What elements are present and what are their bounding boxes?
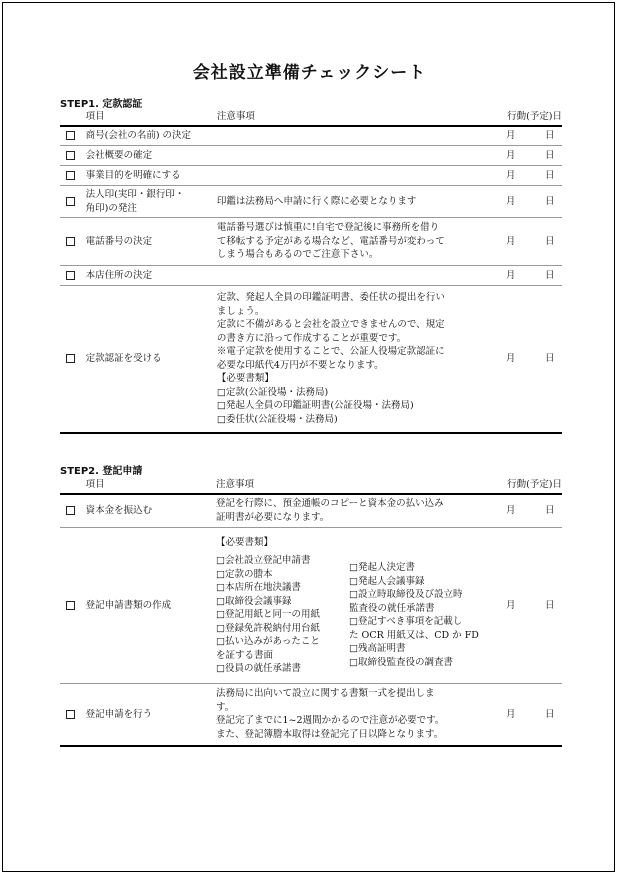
day-field[interactable]: 日 bbox=[537, 186, 562, 218]
day-field[interactable]: 日 bbox=[537, 126, 562, 146]
check-cell bbox=[60, 528, 82, 684]
check-cell bbox=[60, 218, 82, 266]
note-text: □発起人全員の印鑑証明書(公証役場・法務局) bbox=[216, 400, 414, 412]
item-label: 法人印(実印・銀行印・ bbox=[85, 189, 185, 200]
month-field[interactable]: 月 bbox=[484, 166, 538, 186]
required-docs-right bbox=[349, 549, 484, 676]
checkbox[interactable] bbox=[66, 131, 75, 140]
required-doc-item: □発起人決定書 bbox=[349, 562, 415, 573]
header-item: 項目 bbox=[85, 479, 105, 490]
required-doc-item: □残高証明書 bbox=[349, 643, 406, 654]
item-label: 本店住所の決定 bbox=[85, 269, 153, 281]
item-label: 事業目的を明確にする bbox=[85, 169, 181, 181]
note-text: 証明書が必要になります。 bbox=[216, 511, 330, 523]
table-row bbox=[60, 286, 562, 433]
item-cell bbox=[82, 286, 217, 433]
required-doc-item: □設立時取締役及び設立時 bbox=[349, 589, 463, 600]
note-cell bbox=[217, 286, 484, 433]
page-title: 会社設立準備チェックシート bbox=[192, 63, 427, 83]
required-doc-item: □定款の謄本 bbox=[216, 568, 273, 580]
day-field[interactable]: 日 bbox=[537, 166, 562, 186]
table-row bbox=[60, 266, 562, 286]
item-label: 商号(会社の名前) の決定 bbox=[85, 130, 192, 141]
item-label: 定款認証を受ける bbox=[85, 353, 162, 364]
day-field[interactable]: 日 bbox=[538, 494, 563, 528]
note-text: 必要な印紙代4万円が不要となります。 bbox=[216, 359, 384, 371]
required-docs-left bbox=[216, 549, 349, 676]
checkbox[interactable] bbox=[66, 601, 75, 610]
note-text: □委任状(公証役場・法務局) bbox=[216, 413, 338, 425]
check-cell bbox=[60, 126, 82, 146]
note-text: ましょう。 bbox=[216, 305, 265, 317]
required-doc-item: を証する書面 bbox=[216, 649, 274, 661]
month-field[interactable]: 月 bbox=[484, 286, 538, 433]
check-cell bbox=[60, 684, 82, 746]
item-label: 資本金を振込む bbox=[85, 505, 153, 516]
required-docs-grid bbox=[216, 549, 484, 676]
header-schedule: 行動(予定)日 bbox=[507, 479, 562, 490]
required-doc-item: □本店所在地決議書 bbox=[216, 582, 301, 593]
checkbox[interactable] bbox=[66, 171, 75, 180]
month-field[interactable]: 月 bbox=[484, 528, 537, 684]
note-text: 定款に不備があると会社を設立できませんので、規定 bbox=[216, 319, 445, 331]
check-cell bbox=[60, 266, 82, 286]
item-label: 会社概要の確定 bbox=[85, 149, 153, 161]
note-text: 法務局に出向いて設立に関する書類一式を提出しま bbox=[216, 688, 435, 700]
step1-heading: STEP1. 定款認証 bbox=[60, 99, 143, 110]
note-cell bbox=[217, 266, 484, 286]
checkbox[interactable] bbox=[66, 197, 75, 206]
header-schedule: 行動(予定)日 bbox=[507, 111, 562, 122]
month-field[interactable]: 月 bbox=[484, 684, 537, 746]
note-text: す。 bbox=[216, 701, 235, 713]
month-field[interactable]: 月 bbox=[484, 494, 537, 528]
required-doc-item: □取締役監査役の調査書 bbox=[349, 656, 453, 668]
step1-header-row bbox=[60, 110, 562, 126]
day-field[interactable]: 日 bbox=[538, 528, 563, 684]
month-field[interactable]: 月 bbox=[484, 186, 538, 218]
item-label: 電話番号の決定 bbox=[85, 235, 153, 247]
header-note: 注意事項 bbox=[216, 111, 255, 122]
note-text: しまう場合もあるのでご注意下さい。 bbox=[216, 249, 379, 261]
note-text: また、登記簿謄本取得は登記完了日以降となります。 bbox=[216, 728, 444, 740]
checkbox[interactable] bbox=[66, 151, 75, 160]
note-text: ※電子定款を使用することで、公証人役場定款認証に bbox=[216, 346, 445, 358]
checkbox[interactable] bbox=[66, 271, 75, 280]
note-text: 印鑑は法務局へ申請に行く際に必要となります bbox=[216, 195, 417, 207]
day-field[interactable]: 日 bbox=[537, 218, 562, 266]
day-field[interactable]: 日 bbox=[537, 146, 562, 166]
note-cell bbox=[216, 494, 484, 528]
note-text: の書き方に沿って作成することが重要です。 bbox=[216, 332, 407, 344]
check-cell bbox=[60, 166, 82, 186]
day-field[interactable]: 日 bbox=[537, 286, 562, 433]
required-doc-item: □役員の就任承諾書 bbox=[216, 663, 301, 674]
item-label: 登記申請書類の作成 bbox=[85, 599, 172, 611]
note-cell bbox=[217, 126, 484, 146]
note-cell bbox=[217, 218, 484, 266]
required-doc-item: □発起人会議事録 bbox=[349, 575, 425, 587]
check-cell bbox=[60, 286, 82, 433]
item-cell bbox=[82, 528, 216, 684]
month-field[interactable]: 月 bbox=[484, 218, 538, 266]
note-text: □定款(公証役場・法務局) bbox=[216, 386, 329, 398]
step2-table bbox=[60, 478, 562, 747]
item-cell bbox=[82, 266, 217, 286]
item-label: 登記申請を行う bbox=[85, 708, 153, 720]
required-doc-item: □会社設立登記申請書 bbox=[216, 555, 311, 566]
month-field[interactable]: 月 bbox=[484, 266, 538, 286]
table-row bbox=[60, 218, 562, 266]
header-note: 注意事項 bbox=[216, 479, 255, 490]
table-row bbox=[60, 494, 562, 528]
table-row bbox=[60, 186, 562, 218]
checkbox[interactable] bbox=[66, 354, 75, 363]
required-doc-item: た OCR 用紙又は、CD か FD bbox=[349, 629, 479, 641]
note-cell bbox=[217, 166, 484, 186]
required-doc-item: □払い込みがあったこと bbox=[216, 636, 320, 647]
item-cell bbox=[82, 186, 217, 218]
note-text: 登記を行際に、預金通帳のコピーと資本金の払い込み bbox=[216, 498, 444, 510]
table-row bbox=[60, 146, 562, 166]
check-cell bbox=[60, 494, 82, 528]
required-doc-item: 監査役の就任承諾書 bbox=[349, 602, 435, 614]
note-text: て移転する予定がある場合など、電話番号が変わって bbox=[216, 235, 445, 247]
table-row bbox=[60, 528, 562, 684]
note-text: 電話番号選びは慎重に!自宅で登記後に事務所を借り bbox=[216, 222, 440, 234]
note-cell bbox=[217, 186, 484, 218]
table-row bbox=[60, 166, 562, 186]
note-cell bbox=[216, 528, 484, 684]
step1-table bbox=[60, 110, 562, 434]
required-docs-heading: 【必要書類】 bbox=[216, 536, 274, 548]
item-cell bbox=[82, 218, 217, 266]
check-cell bbox=[60, 186, 82, 218]
day-field[interactable]: 日 bbox=[538, 684, 563, 746]
required-doc-item: □取締役会議事録 bbox=[216, 595, 292, 607]
required-doc-item: □登録免許税納付用台紙 bbox=[216, 622, 320, 634]
month-field[interactable]: 月 bbox=[484, 146, 538, 166]
check-cell bbox=[60, 146, 82, 166]
step2-header-row bbox=[60, 478, 562, 494]
checkbox[interactable] bbox=[66, 710, 75, 719]
day-field[interactable]: 日 bbox=[537, 266, 562, 286]
checkbox[interactable] bbox=[66, 237, 75, 246]
month-field[interactable]: 月 bbox=[484, 126, 538, 146]
table-row bbox=[60, 126, 562, 146]
item-label: 角印)の発注 bbox=[85, 202, 137, 214]
item-cell bbox=[82, 126, 217, 146]
item-cell bbox=[82, 684, 216, 746]
note-cell bbox=[217, 146, 484, 166]
item-cell bbox=[82, 494, 216, 528]
item-cell bbox=[82, 146, 217, 166]
header-item: 項目 bbox=[85, 111, 105, 122]
required-doc-item: □登記用紙と同一の用紙 bbox=[216, 609, 320, 620]
note-text: 登記完了までに1~2週間かかるので注意が必要です。 bbox=[216, 715, 445, 727]
step2-heading: STEP2. 登記申請 bbox=[60, 466, 143, 477]
table-row bbox=[60, 684, 562, 746]
note-text: 【必要書類】 bbox=[216, 373, 274, 385]
checkbox[interactable] bbox=[66, 506, 75, 515]
note-cell bbox=[216, 684, 484, 746]
item-cell bbox=[82, 166, 217, 186]
note-text: 定款、発起人全員の印鑑証明書、委任状の提出を行い bbox=[216, 292, 445, 304]
required-doc-item: □登記すべき事項を記載し bbox=[349, 616, 463, 627]
